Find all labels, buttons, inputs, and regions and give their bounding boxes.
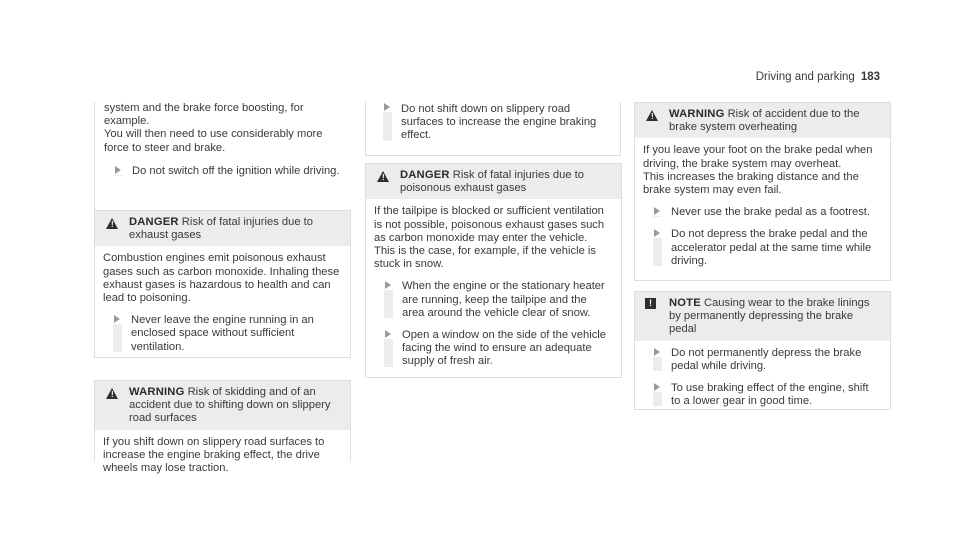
step-text: To use braking effect of the engine, shift to a lower gear in good time. [671, 382, 869, 408]
danger-header [95, 211, 350, 246]
arrow-icon [654, 229, 660, 237]
step-indicator-bar [653, 238, 662, 266]
danger-body: Combustion engines emit poisonous exhaust gases such as carbon monoxide. Inhaling these exhaust gases is hazardous to health and can lead to poisoning. [103, 252, 340, 305]
warning-header [95, 381, 350, 430]
step-indicator-bar [114, 175, 123, 176]
step-text: Never leave the engine running in an enclosed space without sufficient ventilation. [131, 314, 314, 353]
intro-paragraph-1: system and the brake force boosting, for example. [104, 102, 304, 128]
arrow-icon [115, 166, 121, 174]
warning-triangle-icon: ! [106, 388, 118, 399]
arrow-icon [385, 281, 391, 289]
arrow-icon [654, 348, 660, 356]
instruction-step [104, 165, 352, 178]
danger-box-exhaust [94, 210, 351, 358]
step-text: Do not permanently depress the brake pedal while driving. [671, 346, 862, 372]
danger-label: DANGER [129, 216, 179, 228]
instruction-step [643, 382, 880, 408]
warning-triangle-icon: ! [646, 110, 658, 121]
arrow-icon [654, 207, 660, 215]
note-title: Causing wear to the brake linings by permanently depressing the brake pedal [669, 297, 870, 336]
step-indicator-bar [384, 339, 393, 367]
warning-label: WARNING [129, 386, 185, 398]
note-box-brake-linings [634, 291, 891, 410]
instruction-step [643, 347, 880, 373]
step-indicator-bar [653, 392, 662, 406]
warning-body-1: If you leave your foot on the brake pedal when driving, the brake system may overheat. [643, 144, 873, 170]
instruction-step [643, 206, 880, 219]
danger-header [366, 164, 621, 199]
instruction-step [643, 228, 880, 268]
warning-label: WARNING [669, 108, 725, 120]
warning-box-skidding [94, 380, 351, 475]
instruction-step [374, 280, 611, 320]
column-1 [94, 102, 350, 178]
step-indicator-bar [113, 324, 122, 352]
column-2 [365, 102, 621, 143]
note-header [635, 292, 890, 341]
warning-title: Risk of accident due to the brake system overheating [669, 108, 860, 134]
warning-body-2: This increases the braking distance and the brake system may even fail. [643, 170, 859, 197]
step-text: Open a window on the side of the vehicle facing the wind to ensure an adequate supply of fresh air. [402, 329, 606, 368]
warning-triangle-icon: ! [377, 171, 389, 182]
step-indicator-bar [653, 216, 662, 217]
step-text: When the engine or the stationary heater are running, keep the tailpipe and the area around the vehicle clear of snow. [402, 280, 605, 319]
instruction-step [373, 102, 611, 143]
warning-box-overheating [634, 102, 891, 281]
step-indicator-bar [384, 290, 393, 318]
intro-paragraph-2: You will then need to use considerably more force to steer and brake. [104, 128, 323, 154]
instruction-step [374, 329, 611, 369]
arrow-icon [654, 383, 660, 391]
arrow-icon [384, 103, 390, 111]
danger-body: If the tailpipe is blocked or sufficient ventilation is not possible, poisonous exhaust gases such as carbon monoxide may enter the vehicle. This is the case, for example, if the vehicle is stuck in snow. [374, 205, 605, 271]
warning-triangle-icon: ! [106, 218, 118, 229]
note-label: NOTE [669, 297, 701, 309]
section-title: Driving and parking [755, 71, 855, 83]
instruction-step [103, 314, 340, 354]
danger-label: DANGER [400, 169, 450, 181]
warning-body: If you shift down on slippery road surfaces to increase the engine braking effect, the drive wheels may lose traction. [103, 435, 325, 475]
arrow-icon [114, 315, 120, 323]
step-text: Do not shift down on slippery road surfaces to increase the engine braking effect. [401, 103, 597, 142]
step-text: Do not depress the brake pedal and the accelerator pedal at the same time while driving. [671, 228, 872, 267]
step-indicator-bar [383, 112, 392, 141]
step-text: Do not switch off the ignition while driving. [132, 164, 340, 177]
warning-header [635, 103, 890, 138]
page-number: 183 [860, 71, 880, 83]
exclamation-icon: ! [645, 298, 656, 309]
step-text: Never use the brake pedal as a footrest. [671, 206, 871, 219]
warning-title: Risk of skidding and of an accident due to shifting down on slippery road surfaces [129, 386, 331, 425]
danger-title: Risk of fatal injuries due to poisonous exhaust gases [400, 169, 585, 195]
step-indicator-bar [653, 357, 662, 371]
danger-box-tailpipe [365, 163, 622, 378]
arrow-icon [385, 330, 391, 338]
danger-title: Risk of fatal injuries due to exhaust gases [129, 216, 314, 242]
page-header [756, 71, 880, 84]
